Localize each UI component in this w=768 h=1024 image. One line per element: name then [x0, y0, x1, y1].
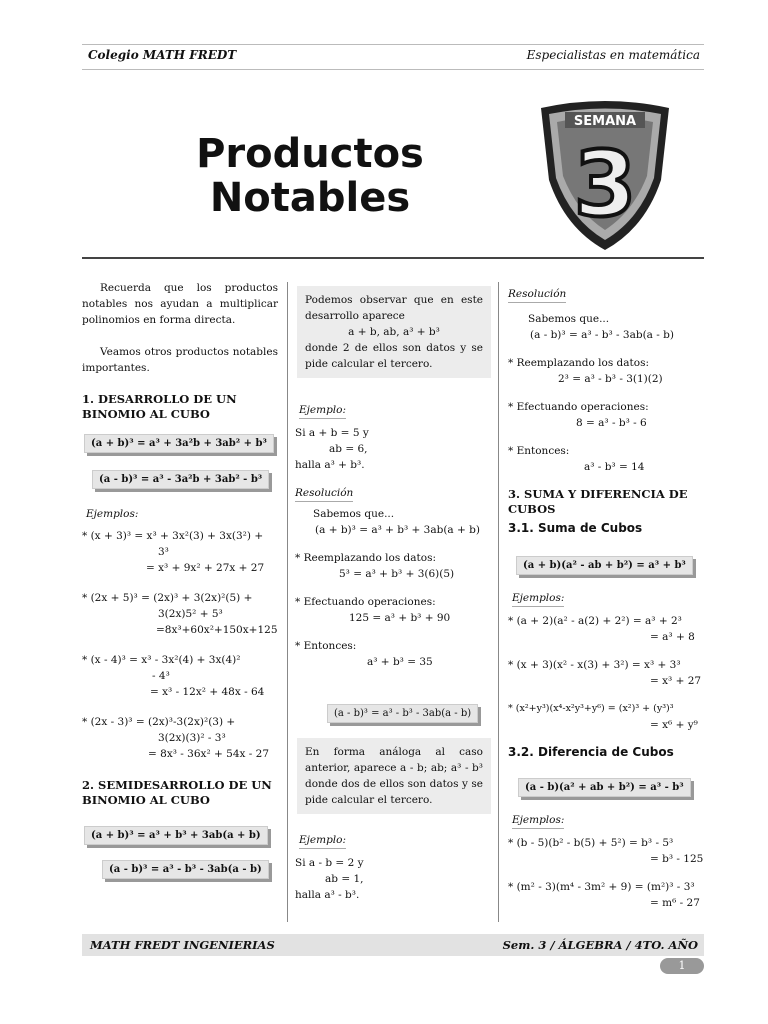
solution-line: * Efectuando operaciones:	[295, 596, 436, 608]
solution-line: 125 = a³ + b³ + 90	[349, 612, 451, 624]
example-line: * (x + 3)³ = x³ + 3x²(3) + 3x(3²) +	[82, 530, 264, 542]
shield-label: SEMANA	[573, 114, 637, 129]
formula-box-4: (a - b)³ = a³ - b³ - 3ab(a - b)	[102, 860, 269, 879]
formula-box-5: (a - b)³ = a³ - b³ - 3ab(a - b)	[327, 704, 478, 723]
title-line-2: Notables	[209, 175, 411, 221]
school-name: Colegio MATH FREDT	[88, 48, 237, 62]
example-line: * (m² - 3)(m⁴ - 3m² + 9) = (m²)³ - 3³	[508, 881, 695, 893]
subheading-sum: 3.1. Suma de Cubos	[508, 521, 643, 535]
page-title	[150, 132, 470, 220]
solution-line: 8 = a³ - b³ - 6	[576, 417, 647, 429]
example-line: = a³ + 8	[650, 631, 695, 643]
example-line: = m⁶ - 27	[650, 897, 700, 909]
formula-box-6: (a + b)(a² - ab + b²) = a³ + b³	[516, 556, 693, 575]
solution-line: a³ - b³ = 14	[584, 461, 645, 473]
footer-left: MATH FREDT INGENIERIAS	[90, 938, 275, 952]
example-line: * (a + 2)(a² - a(2) + 2²) = a³ + 2³	[508, 615, 682, 627]
example-line: - 4³	[152, 670, 170, 682]
examples-4	[508, 812, 704, 911]
examples-3	[508, 590, 704, 760]
example-line: 3(2x)(3)² - 3³	[158, 732, 226, 744]
solution-label: Resolución	[295, 485, 353, 502]
given-line: halla a³ - b³.	[295, 889, 360, 901]
semana-shield-icon	[535, 100, 675, 255]
intro-paragraph-2: Veamos otros productos notables importantes.	[82, 346, 278, 374]
column-3	[508, 286, 704, 536]
example-line: = x³ + 9x² + 27x + 27	[146, 562, 265, 574]
solution-line: * Reemplazando los datos:	[295, 552, 437, 564]
note-box-1	[297, 286, 491, 378]
example-line: * (x - 4)³ = x³ - 3x²(4) + 3x(4)²	[82, 654, 241, 666]
solution-line: (a + b)³ = a³ + b³ + 3ab(a + b)	[315, 524, 480, 536]
solution-line: 2³ = a³ - b³ - 3(1)(2)	[558, 373, 663, 385]
tagline: Especialistas en matemática	[526, 48, 700, 62]
example-line: * (x + 3)(x² - x(3) + 3²) = x³ + 3³	[508, 659, 681, 671]
examples-label: Ejemplos:	[512, 812, 564, 829]
solution-line: Sabemos que...	[313, 508, 395, 520]
solution-line: * Reemplazando los datos:	[508, 357, 650, 369]
example-line: 3(2x)5² + 5³	[158, 608, 223, 620]
example-line: * (2x + 5)³ = (2x)³ + 3(2x)²(5) +	[82, 592, 253, 604]
given-line: ab = 1,	[325, 873, 364, 885]
example-line: = b³ - 125	[650, 853, 704, 865]
page-header	[82, 44, 704, 70]
examples-1	[82, 506, 282, 808]
example-label: Ejemplo:	[299, 832, 346, 849]
intro-paragraph-1: Recuerda que los productos notables nos ayudan a multiplicar polinomios en forma directa.	[82, 282, 278, 326]
formula-box-3: (a + b)³ = a³ + b³ + 3ab(a + b)	[84, 826, 268, 845]
section-heading-2: 2. SEMIDESARROLLO DE UN BINOMIO AL CUBO	[82, 778, 272, 807]
example-line: = 8x³ - 36x² + 54x - 27	[148, 748, 270, 760]
note-text: donde 2 de ellos son datos y se pide calcular el tercero.	[305, 342, 483, 370]
note-text: Podemos observar que en este desarrollo aparece	[305, 294, 483, 322]
given-line: Si a - b = 2 y	[295, 857, 364, 869]
formula-box-7: (a - b)(a² + ab + b²) = a³ - b³	[518, 778, 691, 797]
example-line: = x⁶ + y⁹	[650, 719, 698, 731]
example-line: * (b - 5)(b² - b(5) + 5²) = b³ - 5³	[508, 837, 674, 849]
column-2-example-2	[295, 832, 493, 903]
solution-line: * Entonces:	[508, 445, 570, 457]
solution-line: Sabemos que...	[528, 313, 610, 325]
subheading-difference: 3.2. Diferencia de Cubos	[508, 745, 674, 759]
solution-line: (a - b)³ = a³ - b³ - 3ab(a - b)	[530, 329, 674, 341]
title-divider	[82, 257, 704, 259]
section-heading-3: 3. SUMA Y DIFERENCIA DE CUBOS	[508, 487, 688, 516]
example-line: = x³ - 12x² + 48x - 64	[150, 686, 265, 698]
example-line: * (2x - 3)³ = (2x)³-3(2x)²(3) +	[82, 716, 236, 728]
section-heading-1: 1. DESARROLLO DE UN BINOMIO AL CUBO	[82, 392, 237, 421]
note-box-2: En forma análoga al caso anterior, aparece a - b; ab; a³ - b³ donde dos de ellos son datos y se pide calcular el tercero.	[297, 738, 491, 814]
column-2-example	[295, 402, 493, 670]
solution-line: a³ + b³ = 35	[367, 656, 433, 668]
column-divider-1	[287, 282, 288, 922]
solution-line: 5³ = a³ + b³ + 3(6)(5)	[339, 568, 455, 580]
solution-label: Resolución	[508, 286, 566, 303]
footer-right: Sem. 3 / ÁLGEBRA / 4TO. AÑO	[502, 938, 698, 952]
examples-label: Ejemplos:	[86, 508, 139, 520]
column-divider-2	[498, 282, 499, 922]
example-line: * (x²+y³)(x⁴-x²y³+y⁶) = (x²)³ + (y³)³	[508, 703, 674, 714]
given-line: ab = 6,	[329, 443, 368, 455]
page-footer	[82, 934, 704, 956]
shield-number: 3	[573, 132, 637, 237]
examples-label: Ejemplos:	[512, 590, 564, 607]
title-line-1: Productos	[196, 131, 424, 177]
formula-box-2: (a - b)³ = a³ - 3a²b + 3ab² - b³	[92, 470, 269, 489]
given-line: halla a³ + b³.	[295, 459, 365, 471]
given-line: Si a + b = 5 y	[295, 427, 369, 439]
solution-line: * Entonces:	[295, 640, 357, 652]
example-line: = x³ + 27	[650, 675, 702, 687]
example-line: =8x³+60x²+150x+125	[156, 624, 278, 636]
page-number: 1	[660, 958, 704, 974]
example-label: Ejemplo:	[299, 402, 346, 419]
example-line: 3³	[158, 546, 169, 558]
note-expression: a + b, ab, a³ + b³	[348, 326, 440, 338]
formula-box-1: (a + b)³ = a³ + 3a²b + 3ab² + b³	[84, 434, 274, 453]
solution-line: * Efectuando operaciones:	[508, 401, 649, 413]
column-1	[82, 280, 278, 422]
